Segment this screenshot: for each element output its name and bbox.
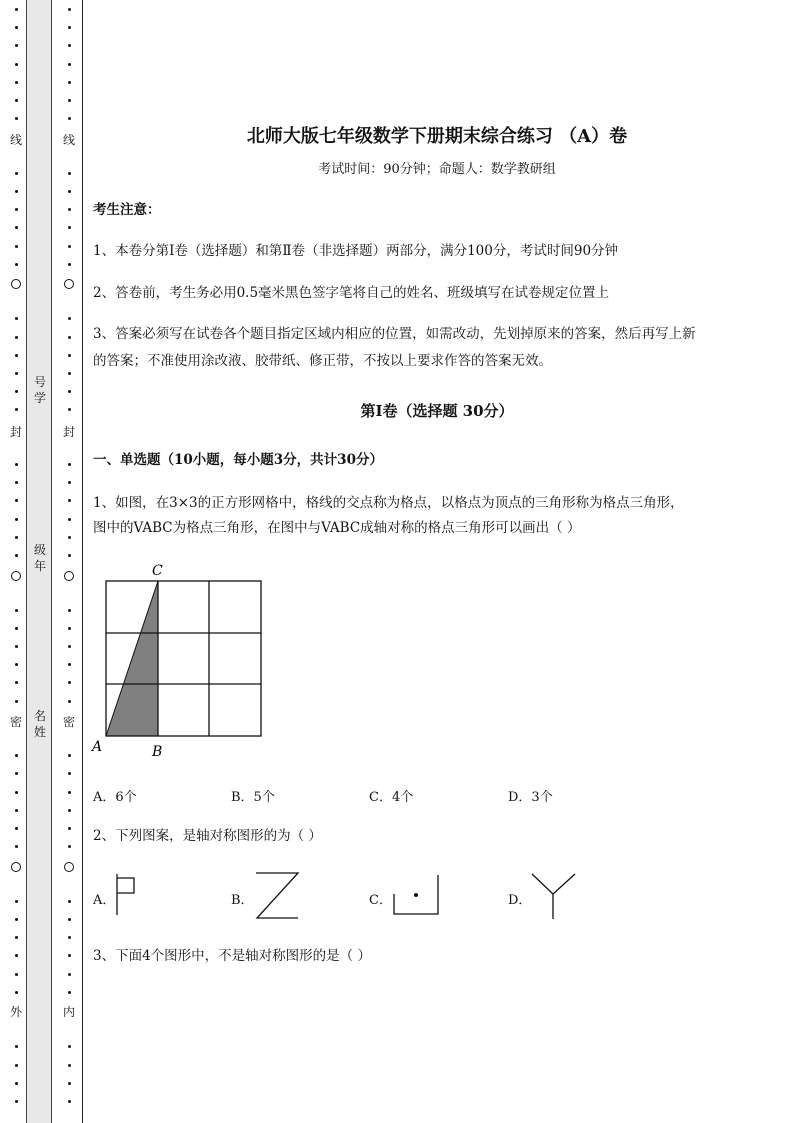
q1-grid-figure xyxy=(90,560,270,760)
margin-dot xyxy=(15,390,18,393)
margin-dot xyxy=(68,26,71,29)
q1-option-c[interactable]: C．4个 xyxy=(369,790,414,805)
margin-dot xyxy=(15,991,18,994)
margin-dot xyxy=(15,681,18,684)
margin-dot xyxy=(15,936,18,939)
margin-dot xyxy=(68,536,71,539)
margin-dot xyxy=(15,463,18,466)
margin-dot xyxy=(68,663,71,666)
margin-dot xyxy=(68,390,71,393)
margin-dot xyxy=(68,372,71,375)
margin-dot xyxy=(68,317,71,320)
notice-item-3: 3、答案必须写在试卷各个题目指定区域内相应的位置，如需改动，先划掉原来的答案，然后再写上新 xyxy=(93,326,696,342)
q3-text: 3、下面4个图形中，不是轴对称图形的是（ ） xyxy=(93,948,371,964)
margin-dot xyxy=(15,226,18,229)
margin-circle xyxy=(11,571,21,581)
margin-dot xyxy=(15,317,18,320)
margin-dot xyxy=(15,772,18,775)
outer-label-mi: 密 xyxy=(9,715,22,729)
margin-dot xyxy=(15,499,18,502)
margin-circle xyxy=(64,279,74,289)
vertex-label-a: A xyxy=(92,739,103,755)
triangle-abc xyxy=(106,581,158,736)
margin-circle xyxy=(11,862,21,872)
section-heading: 一、单选题（10小题，每小题3分，共计30分） xyxy=(93,452,383,468)
class-label: 级年 xyxy=(33,543,46,573)
margin-dot xyxy=(68,245,71,248)
margin-dot xyxy=(68,354,71,357)
margin-dot xyxy=(15,336,18,339)
q2-figure-a-flag xyxy=(112,872,142,918)
q2-figure-c-bracket-dot xyxy=(388,872,444,918)
margin-dot xyxy=(15,63,18,66)
outer-label-xian: 线 xyxy=(9,133,22,147)
margin-dot xyxy=(68,554,71,557)
margin-dot xyxy=(68,681,71,684)
margin-dot xyxy=(15,700,18,703)
margin-dot xyxy=(68,117,71,120)
margin-dot xyxy=(15,954,18,957)
q2-option-b[interactable]: B． xyxy=(231,893,254,908)
margin-dot xyxy=(68,918,71,921)
outer-label-feng: 封 xyxy=(9,425,22,439)
margin-circle xyxy=(64,862,74,872)
margin-dot xyxy=(15,99,18,102)
margin-dot xyxy=(15,918,18,921)
vertex-label-b: B xyxy=(152,744,163,760)
margin-dot xyxy=(68,499,71,502)
q1-option-a[interactable]: A．6个 xyxy=(93,790,137,805)
page-title: 北师大版七年级数学下册期末综合练习 （A）卷 xyxy=(246,126,628,147)
margin-dot xyxy=(68,1045,71,1048)
margin-dot xyxy=(68,936,71,939)
part-one-title: 第Ⅰ卷（选择题 30分） xyxy=(360,402,514,420)
inner-label-feng: 封 xyxy=(62,425,75,439)
margin-dot xyxy=(68,809,71,812)
margin-dot xyxy=(68,645,71,648)
margin-dot xyxy=(15,791,18,794)
margin-dot xyxy=(68,263,71,266)
margin-dot xyxy=(15,663,18,666)
margin-dot xyxy=(68,518,71,521)
margin-dot xyxy=(15,827,18,830)
margin-dot xyxy=(15,536,18,539)
margin-dot xyxy=(15,1045,18,1048)
name-label: 名姓 xyxy=(33,709,46,739)
margin-dot xyxy=(68,954,71,957)
margin-dot xyxy=(68,991,71,994)
margin-dot xyxy=(15,609,18,612)
margin-dot xyxy=(68,754,71,757)
q2-figure-b-z xyxy=(252,870,302,922)
margin-dot xyxy=(15,190,18,193)
q1-text-line1: 1、如图，在3×3的正方形网格中，格线的交点称为格点，以格点为顶点的三角形称为格点三角形， xyxy=(93,495,684,511)
margin-dot xyxy=(68,772,71,775)
q2-option-d[interactable]: D． xyxy=(508,893,532,908)
margin-dot xyxy=(15,518,18,521)
margin-dot xyxy=(68,609,71,612)
margin-dot xyxy=(68,8,71,11)
notice-item-3-cont: 的答案；不准使用涂改液、胶带纸、修正带，不按以上要求作答的答案无效。 xyxy=(93,353,552,369)
margin-dot xyxy=(15,81,18,84)
margin-dot xyxy=(15,1064,18,1067)
margin-dot xyxy=(68,336,71,339)
margin-dot xyxy=(68,791,71,794)
margin-dot xyxy=(15,8,18,11)
vertex-label-c: C xyxy=(152,563,163,579)
inner-label-nei: 内 xyxy=(62,1005,75,1019)
margin-dot xyxy=(68,81,71,84)
margin-dot xyxy=(68,63,71,66)
margin-dot xyxy=(15,627,18,630)
margin-dot xyxy=(15,900,18,903)
margin-dot xyxy=(15,973,18,976)
notice-item-1: 1、本卷分第Ⅰ卷（选择题）和第Ⅱ卷（非选择题）两部分，满分100分，考试时间90分钟 xyxy=(93,243,619,259)
notice-item-2: 2、答卷前，考生务必用0.5毫米黑色签字笔将自己的姓名、班级填写在试卷规定位置上 xyxy=(93,285,610,301)
margin-dot xyxy=(15,481,18,484)
margin-dot xyxy=(15,645,18,648)
margin-dot xyxy=(68,463,71,466)
q2-figure-d-y xyxy=(528,870,580,922)
margin-dot xyxy=(15,263,18,266)
margin-dot xyxy=(68,190,71,193)
margin-dot xyxy=(68,845,71,848)
margin-dot xyxy=(68,900,71,903)
margin-dot xyxy=(68,481,71,484)
inner-label-mi: 密 xyxy=(62,715,75,729)
margin-dot xyxy=(15,1100,18,1103)
margin-dot xyxy=(15,117,18,120)
margin-dot xyxy=(68,627,71,630)
margin-dot xyxy=(68,827,71,830)
margin-dot xyxy=(15,554,18,557)
margin-dot xyxy=(68,973,71,976)
margin-dot xyxy=(68,700,71,703)
margin-dot xyxy=(68,1100,71,1103)
q1-option-d[interactable]: D．3个 xyxy=(508,790,553,805)
margin-dot xyxy=(68,1064,71,1067)
margin-circle xyxy=(64,571,74,581)
margin-dot xyxy=(68,99,71,102)
margin-dot xyxy=(15,208,18,211)
student-number-label: 号学 xyxy=(33,375,46,405)
margin-dot xyxy=(15,354,18,357)
margin-dot xyxy=(15,809,18,812)
margin-dot xyxy=(15,1082,18,1085)
outer-label-wai: 外 xyxy=(9,1005,22,1019)
q1-option-b[interactable]: B．5个 xyxy=(231,790,275,805)
margin-dot xyxy=(15,372,18,375)
q2-text: 2、下列图案，是轴对称图形的为（ ） xyxy=(93,828,322,844)
margin-dot xyxy=(68,44,71,47)
margin-dot xyxy=(68,1082,71,1085)
q2-option-c[interactable]: C． xyxy=(369,893,392,908)
exam-subtitle: 考试时间：90分钟；命题人：数学教研组 xyxy=(318,162,556,177)
margin-dot xyxy=(15,754,18,757)
margin-dot xyxy=(15,26,18,29)
margin-circle xyxy=(11,279,21,289)
q1-text-line2: 图中的VABC为格点三角形，在图中与VABC成轴对称的格点三角形可以画出（ ） xyxy=(93,520,581,536)
notice-heading: 考生注意： xyxy=(93,202,161,218)
margin-dot xyxy=(15,44,18,47)
inner-label-xian: 线 xyxy=(62,133,75,147)
q2-option-a[interactable]: A． xyxy=(93,893,116,908)
margin-dot xyxy=(68,226,71,229)
margin-dot xyxy=(15,845,18,848)
margin-dot xyxy=(68,208,71,211)
margin-dot xyxy=(15,245,18,248)
